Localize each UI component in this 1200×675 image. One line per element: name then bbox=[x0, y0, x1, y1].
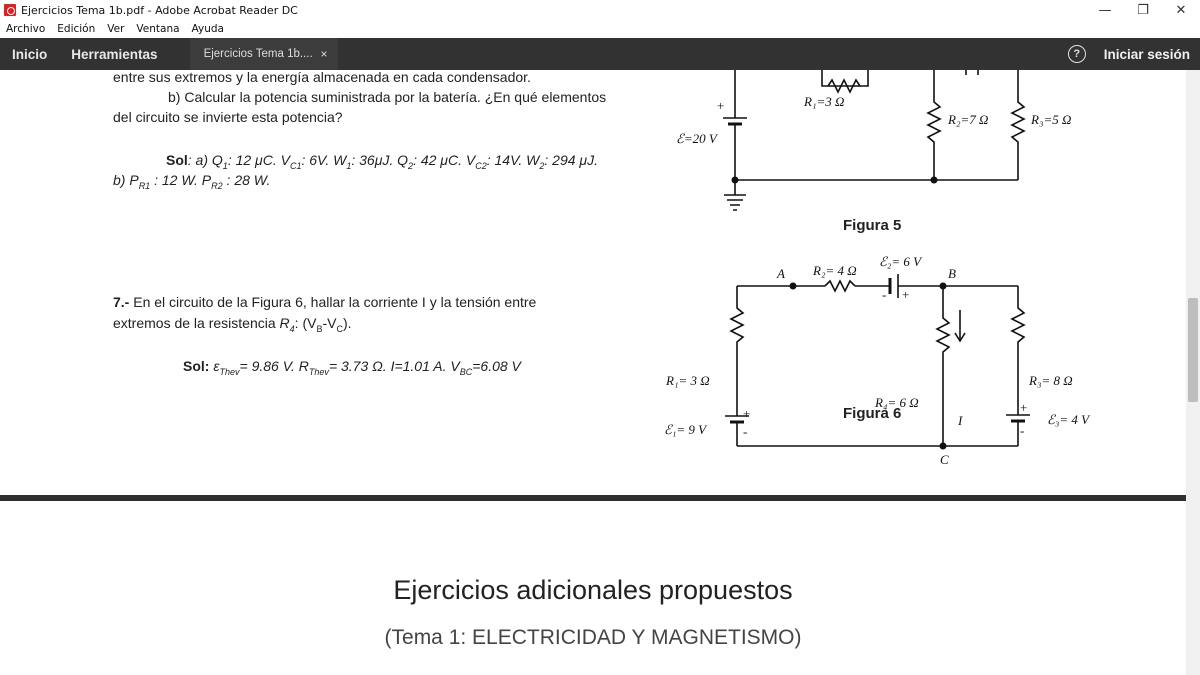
fig6-e1-plus: + bbox=[743, 406, 751, 421]
window-controls bbox=[1086, 0, 1200, 20]
fig6-e1-minus: - bbox=[743, 424, 748, 439]
signin-button[interactable]: Iniciar sesión bbox=[1103, 46, 1190, 62]
fig5-plus: + bbox=[717, 98, 725, 113]
fig6-e2-label: ℰ₂= 6 V bbox=[879, 254, 922, 269]
tab-bar bbox=[0, 38, 1200, 70]
fig6-e3-minus: - bbox=[1020, 423, 1025, 438]
p7-line1: 7.- En el circuito de la Figura 6, hallar la corriente I y la tensión entre bbox=[113, 294, 537, 310]
fig6-e1-label: ℰ₁= 9 V bbox=[664, 422, 707, 437]
menu-edicion[interactable]: Edición bbox=[57, 23, 96, 35]
fig6-r4-label: R₄= 6 Ω bbox=[875, 395, 919, 410]
fig6-r1-label: R₁= 3 Ω bbox=[666, 373, 710, 388]
fig6-node-a: A bbox=[777, 266, 785, 281]
figure5-circuit bbox=[660, 70, 1080, 220]
solution-6-line2: b) $P_{R1}$ : 12 W. $P_{R2}$ : 28 W. bbox=[113, 172, 271, 191]
menu-archivo[interactable]: Archivo bbox=[6, 23, 46, 35]
fig6-e2-plus: + bbox=[902, 287, 910, 302]
solution-7: Sol: $\varepsilon_{Thev}= 9.86$ V. $R_{Thev}= 3.73$ Ω. I=1.01 A. $V_{BC}=6.08$ V bbox=[183, 358, 521, 377]
figure6-caption: Figura 6 bbox=[843, 405, 902, 422]
p6-line0: entre sus extremos y la energía almacenada en cada condensador. bbox=[113, 69, 531, 85]
minimize-button[interactable]: — bbox=[1098, 2, 1112, 18]
scrollbar-thumb[interactable] bbox=[1188, 298, 1198, 402]
fig5-r1-label: R₁=3 Ω bbox=[804, 94, 845, 109]
fig6-node-b: B bbox=[948, 266, 956, 281]
p7-number: 7.- bbox=[113, 294, 130, 310]
fig6-r3-label: R₃= 8 Ω bbox=[1029, 373, 1073, 388]
fig6-current-label: I bbox=[958, 413, 963, 428]
page-divider bbox=[0, 495, 1186, 501]
fig5-emf-label: ℰ=20 V bbox=[676, 131, 717, 146]
right-tools bbox=[1068, 38, 1190, 70]
fig6-e3-plus: + bbox=[1020, 400, 1028, 415]
tab-herramientas[interactable]: Herramientas bbox=[71, 46, 158, 62]
additional-exercises-subtitle: (Tema 1: ELECTRICIDAD Y MAGNETISMO) bbox=[384, 626, 802, 649]
p6-b-line2: del circuito se invierte esta potencia? bbox=[113, 109, 343, 125]
close-button[interactable]: ✕ bbox=[1175, 2, 1187, 18]
acrobat-icon bbox=[4, 4, 16, 16]
p6-b-line1: b) Calcular la potencia suministrada por la batería. ¿En qué elementos bbox=[168, 89, 607, 105]
document-viewport[interactable] bbox=[0, 70, 1186, 675]
fig6-e3-label: ℰ₃= 4 V bbox=[1047, 412, 1090, 427]
restore-button[interactable]: ❐ bbox=[1137, 2, 1149, 18]
menu-ayuda[interactable]: Ayuda bbox=[191, 23, 224, 35]
window-title: Ejercicios Tema 1b.pdf - Adobe Acrobat Reader DC bbox=[21, 3, 298, 17]
tab-document[interactable] bbox=[190, 38, 338, 70]
help-icon[interactable]: ? bbox=[1068, 45, 1086, 63]
p7-line2: extremos de la resistencia $R_4$: $(V_B-V_C)$. bbox=[113, 315, 352, 334]
close-tab-icon[interactable]: × bbox=[320, 47, 328, 61]
fig6-r2-label: R₂= 4 Ω bbox=[813, 263, 857, 278]
fig5-r2-label: R₂=7 Ω bbox=[948, 112, 989, 127]
menu-bar bbox=[0, 20, 1200, 38]
fig6-e2-minus: - bbox=[882, 287, 887, 302]
title-bar bbox=[0, 0, 1200, 20]
solution-6-line1: Sol: a) $Q_1$: 12 μC. $V_{C1}$: 6V. $W_1$: 36μJ. $Q_2$: 42 μC. $V_{C2}$: 14V. $W_2$: 294 μJ. bbox=[166, 152, 598, 171]
tab-inicio[interactable]: Inicio bbox=[12, 46, 48, 62]
vertical-scrollbar[interactable] bbox=[1186, 70, 1200, 675]
additional-exercises-title: Ejercicios adicionales propuestos bbox=[393, 575, 793, 605]
fig5-r3-label: R₃=5 Ω bbox=[1031, 112, 1072, 127]
menu-ventana[interactable]: Ventana bbox=[136, 23, 180, 35]
menu-ver[interactable]: Ver bbox=[107, 23, 125, 35]
fig6-node-c: C bbox=[940, 452, 949, 467]
document-tab-label: Ejercicios Tema 1b.... bbox=[203, 48, 313, 60]
figure5-caption: Figura 5 bbox=[843, 217, 902, 234]
